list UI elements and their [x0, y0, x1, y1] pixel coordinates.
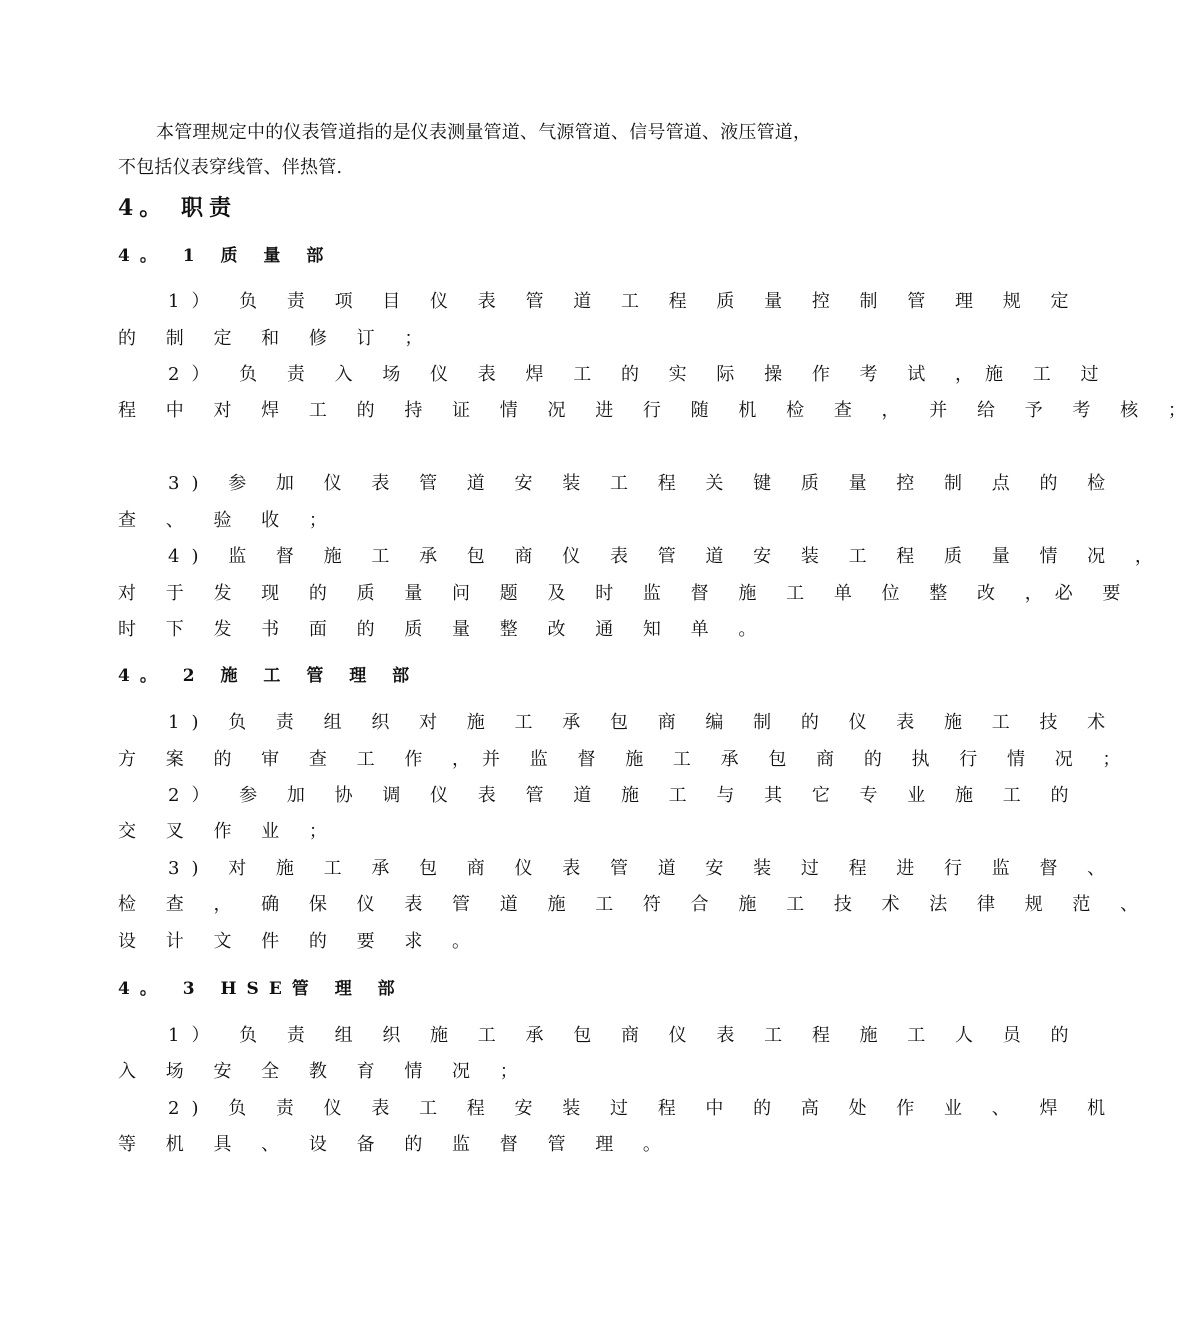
text-line: 入 场 安 全 教 育 情 况 ； — [118, 1061, 530, 1082]
text-line: 设 计 文 件 的 要 求 。 — [118, 931, 483, 952]
intro-line-1: 本管理规定中的仪表管道指的是仪表测量管道、气源管道、信号管道、液压管道， — [156, 122, 812, 143]
text-line: 2） 参 加 协 调 仪 表 管 道 施 工 与 其 它 专 业 施 工 的 — [168, 785, 1081, 806]
text-line: 等 机 具 、 设 备 的 监 督 管 理 。 — [118, 1134, 673, 1155]
text-line: 的 制 定 和 修 订 ； — [118, 328, 435, 349]
text-line: 3) 参 加 仪 表 管 道 安 装 工 程 关 键 质 量 控 制 点 的 检 — [168, 473, 1118, 494]
text-line: 检 查 ， 确 保 仪 表 管 道 施 工 符 合 施 工 技 术 法 律 规 范 、 — [118, 894, 1151, 915]
text-line: 2) 负 责 仪 表 工 程 安 装 过 程 中 的 高 处 作 业 、 焊 机 — [168, 1098, 1118, 1119]
text-line: 4) 监 督 施 工 承 包 商 仪 表 管 道 安 装 工 程 质 量 情 况 ， — [168, 546, 1165, 567]
text-line: 时 下 发 书 面 的 质 量 整 改 通 知 单 。 — [118, 619, 769, 640]
text-line: 1） 负 责 组 织 施 工 承 包 商 仪 表 工 程 施 工 人 员 的 — [168, 1025, 1081, 1046]
text-line: 2） 负 责 入 场 仪 表 焊 工 的 实 际 操 作 考 试 ，施 工 过 — [168, 364, 1111, 385]
section-title: 4。 职责 — [118, 195, 237, 221]
text-line: 对 于 发 现 的 质 量 问 题 及 时 监 督 施 工 单 位 整 改 ，必 要 — [118, 583, 1133, 604]
text-line: 3) 对 施 工 承 包 商 仪 表 管 道 安 装 过 程 进 行 监 督 、 — [168, 858, 1118, 879]
text-line: 1) 负 责 组 织 对 施 工 承 包 商 编 制 的 仪 表 施 工 技 术 — [168, 712, 1118, 733]
subheading-4-3: 4。 3 HSE管 理 部 — [118, 979, 405, 999]
intro-line-2: 不包括仪表穿线管、伴热管. — [118, 157, 343, 178]
text-line: 方 案 的 审 查 工 作 ，并 监 督 施 工 承 包 商 的 执 行 情 况 ； — [118, 749, 1133, 770]
text-line: 程 中 对 焊 工 的 持 证 情 况 进 行 随 机 检 查 ， 并 给 予 考 核 ； — [118, 400, 1198, 421]
subheading-4-2: 4。 2 施 工 管 理 部 — [118, 666, 420, 686]
text-line: 1） 负 责 项 目 仪 表 管 道 工 程 质 量 控 制 管 理 规 定 — [168, 291, 1081, 312]
text-line: 查 、 验 收 ； — [118, 510, 339, 531]
subheading-4-1: 4。 1 质 量 部 — [118, 246, 334, 266]
text-line: 交 叉 作 业 ； — [118, 821, 339, 842]
